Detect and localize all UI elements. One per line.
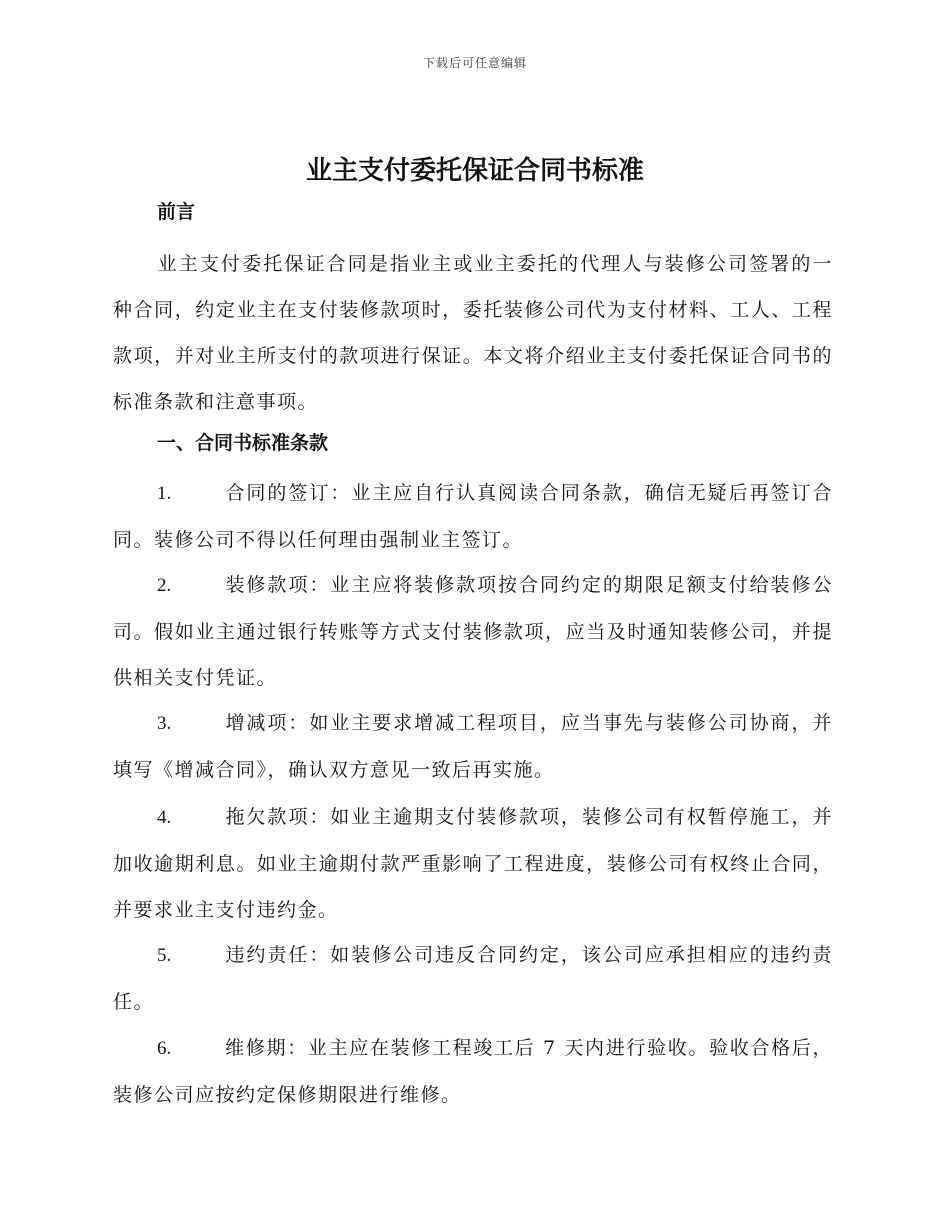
clause-text: 维修期：业主应在装修工程竣工后 7 天内进行验收。验收合格后，装修公司应按约定保修期限进行维修。 (113, 1037, 833, 1106)
preface-heading: 前言 (157, 201, 196, 223)
clause-item (113, 932, 833, 1025)
clause-number: 5. (157, 945, 172, 966)
clause-text: 合同的签订：业主应自行认真阅读合同条款，确信无疑后再签订合同。装修公司不得以任何理由强制业主签订。 (113, 482, 833, 551)
clause-number: 1. (157, 483, 172, 504)
preface-paragraph (113, 241, 833, 425)
clause-number: 6. (157, 1038, 172, 1059)
clause-text: 增减项：如业主要求增减工程项目，应当事先与装修公司协商，并填写《增减合同》，确认双方意见一致后再实施。 (113, 712, 833, 781)
clause-number: 4. (157, 807, 172, 828)
clause-item (113, 794, 833, 933)
clause-item (113, 700, 833, 793)
preface-text: 业主支付委托保证合同是指业主或业主委托的代理人与装修公司签署的一种合同，约定业主在支付装修款项时，委托装修公司代为支付材料、工人、工程款项，并对业主所支付的款项进行保证。本文将介绍业主支付委托保证合同书的标准条款和注意事项。 (113, 253, 833, 413)
document-title: 业主支付委托保证合同书标准 (305, 156, 644, 186)
clause-number: 3. (157, 713, 172, 734)
clause-item (113, 562, 833, 701)
clause-item (113, 470, 833, 563)
clause-text: 拖欠款项：如业主逾期支付装修款项，装修公司有权暂停施工，并加收逾期利息。如业主逾期付款严重影响了工程进度，装修公司有权终止合同，并要求业主支付违约金。 (113, 806, 833, 921)
header-note: 下载后可任意编辑 (422, 56, 527, 70)
clause-item (113, 1025, 833, 1118)
clause-text: 装修款项：业主应将装修款项按合同约定的期限足额支付给装修公司。假如业主通过银行转账等方式支付装修款项，应当及时通知装修公司，并提供相关支付凭证。 (113, 574, 833, 689)
clause-text: 违约责任：如装修公司违反合同约定，该公司应承担相应的违约责任。 (113, 944, 833, 1013)
clause-number: 2. (157, 575, 172, 596)
section-1-heading: 一、合同书标准条款 (157, 432, 329, 454)
